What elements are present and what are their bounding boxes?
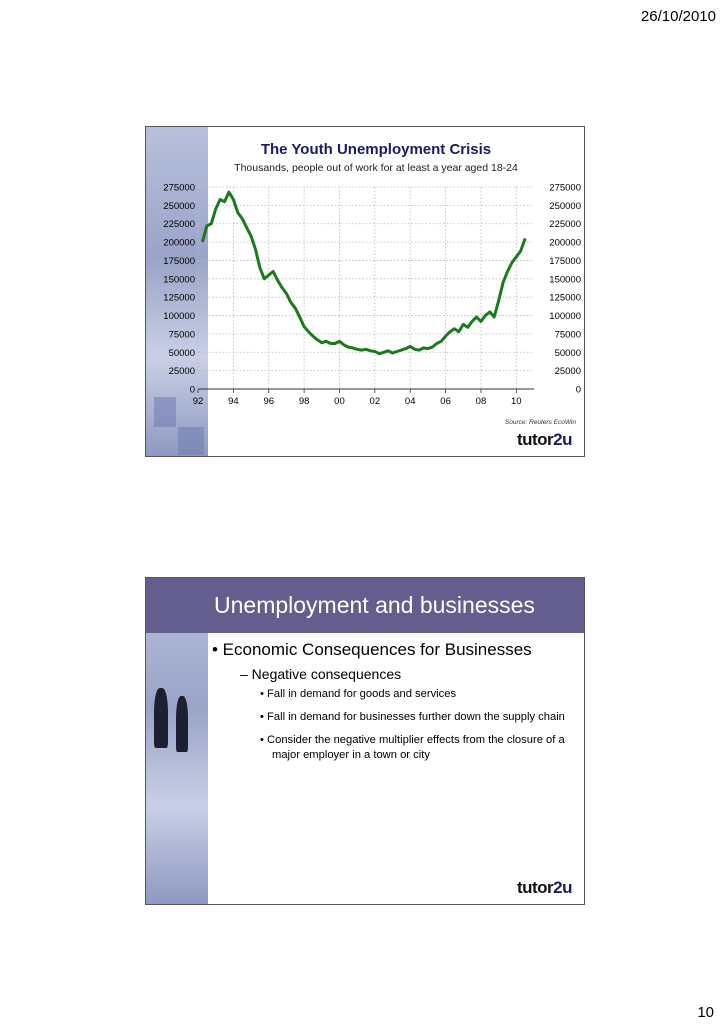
x-tick-label: 92 — [192, 396, 204, 407]
y-tick-label-right: 125000 — [549, 292, 581, 304]
source-note: Source: Reuters EcoWin — [504, 419, 576, 426]
y-tick-label: 225000 — [163, 219, 195, 231]
bullet-main: • Economic Consequences for Businesses — [212, 640, 532, 659]
y-tick-label: 250000 — [163, 200, 195, 212]
y-tick-label-right: 175000 — [549, 255, 581, 267]
x-tick-label: 08 — [475, 396, 487, 407]
bullet-item: • Fall in demand for goods and services — [260, 688, 457, 700]
bullet-sub: – Negative consequences — [240, 666, 402, 682]
chart-subtitle: Thousands, people out of work for at least a year aged 18-24 — [234, 162, 518, 174]
x-tick-label: 00 — [334, 396, 345, 407]
y-tick-label: 175000 — [163, 255, 195, 267]
y-tick-label: 0 — [189, 384, 195, 396]
x-tick-label: 98 — [298, 396, 310, 407]
x-tick-label: 94 — [228, 396, 239, 407]
y-tick-label-right: 250000 — [549, 200, 581, 212]
x-tick-label: 02 — [369, 396, 381, 407]
x-tick-label: 10 — [511, 396, 522, 407]
y-tick-label-right: 100000 — [549, 311, 581, 323]
y-tick-label-right: 0 — [575, 384, 581, 396]
x-tick-label: 06 — [440, 396, 451, 407]
slide-unemployment-businesses — [145, 577, 585, 905]
bullet-item: • Consider the negative multiplier effects from the closure of a major employer in a town or city — [260, 734, 565, 762]
slide-title: Unemployment and businesses — [214, 592, 535, 618]
y-tick-label: 200000 — [163, 237, 195, 249]
bullet-item: • Fall in demand for businesses further down the supply chain — [260, 711, 565, 724]
tutor2u-logo: tutor2u — [516, 430, 572, 449]
bullet-list — [212, 640, 580, 771]
y-tick-label: 75000 — [168, 329, 195, 341]
y-tick-label-right: 275000 — [549, 182, 581, 194]
series-line — [202, 192, 525, 354]
y-tick-label-right: 225000 — [549, 219, 581, 231]
y-tick-label-right: 75000 — [554, 329, 581, 341]
y-tick-label-right: 25000 — [554, 366, 581, 378]
y-tick-label: 150000 — [163, 274, 195, 286]
y-tick-label-right: 50000 — [554, 347, 581, 359]
slide-chart — [145, 126, 585, 457]
tutor2u-logo: tutor2u — [516, 878, 572, 897]
x-tick-label: 04 — [404, 396, 416, 407]
y-tick-label-right: 200000 — [549, 237, 581, 249]
youth-unemployment-chart — [146, 127, 584, 456]
y-tick-label: 275000 — [163, 182, 195, 194]
y-tick-label: 50000 — [168, 347, 195, 359]
page-date: 26/10/2010 — [640, 8, 716, 25]
x-tick-label: 96 — [263, 396, 275, 407]
page-number: 10 — [697, 1004, 714, 1021]
chart-title: The Youth Unemployment Crisis — [260, 141, 492, 158]
y-tick-label: 125000 — [163, 292, 195, 304]
y-tick-label: 100000 — [163, 311, 195, 323]
y-tick-label: 25000 — [168, 366, 195, 378]
y-tick-label-right: 150000 — [549, 274, 581, 286]
